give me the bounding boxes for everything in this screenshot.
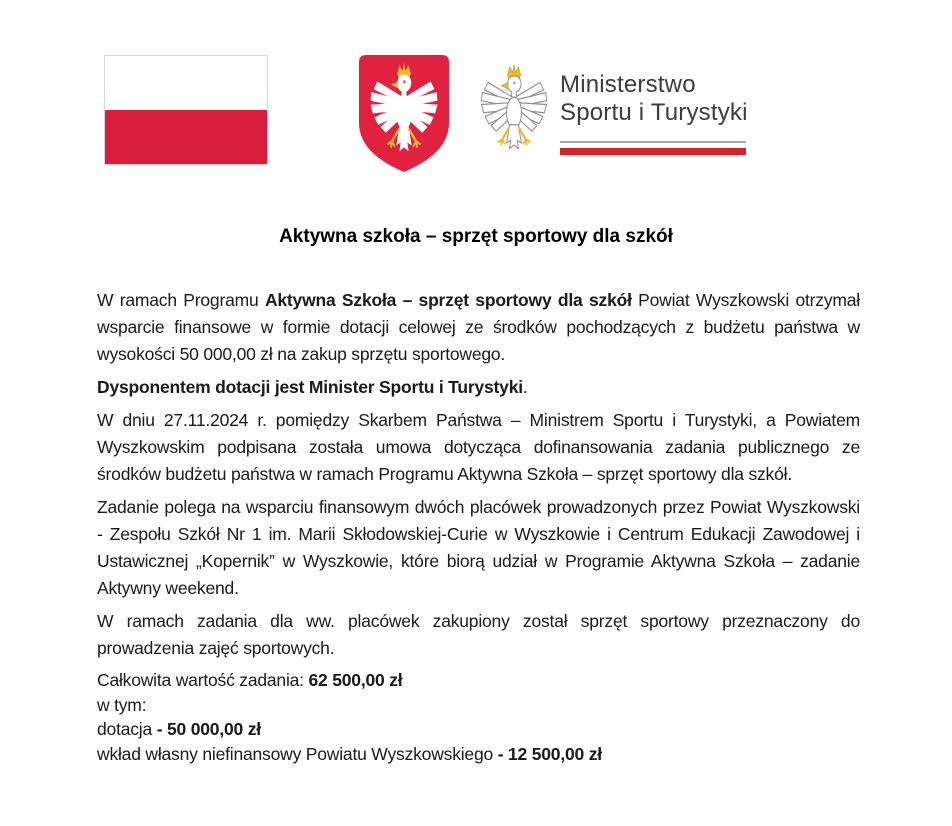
paragraph <box>97 668 860 693</box>
ministry-underline-gray <box>560 141 746 143</box>
document-body <box>97 287 860 766</box>
paragraph <box>97 374 860 401</box>
paragraph <box>97 494 860 602</box>
paragraph <box>97 717 860 742</box>
coat-of-arms-eagle-icon <box>356 53 452 175</box>
bold-text-segment: 62 500,00 zł <box>308 670 403 690</box>
bold-text-segment: Dysponentem dotacji jest Minister Sportu i Turystyki <box>97 377 523 397</box>
paragraph <box>97 287 860 368</box>
paragraph <box>97 742 860 767</box>
ministry-eagle-icon <box>477 64 551 156</box>
flag-white-stripe <box>105 56 267 110</box>
text-segment: W ramach zadania dla ww. placówek zakupiony został sprzęt sportowy przeznaczony do prowadzenia zajęć sportowych. <box>97 611 860 658</box>
flag-red-stripe <box>105 110 267 164</box>
text-segment: Całkowita wartość zadania: <box>97 670 309 690</box>
ministry-wordmark-line1: Ministerstwo <box>560 71 696 98</box>
bold-text-segment: - 50 000,00 zł <box>156 719 261 739</box>
ministry-wordmark <box>560 71 748 127</box>
text-segment: Zadanie polega na wsparciu finansowym dwóch placówek prowadzonych przez Powiat Wyszkowski - Zespołu Szkół Nr 1 im. Marii Skłodowskiej-Curie w Wyszkowie i Centrum Edukacji Zawodowej i Ustawicznej „Kopernik” w Wyszkowie, które biorą udział w Programie Aktywna Szkoła – zadanie Aktywny weekend. <box>97 497 860 598</box>
page-title: Aktywna szkoła – sprzęt sportowy dla szkół <box>279 226 673 247</box>
paragraph <box>97 608 860 662</box>
ministry-underline-red <box>560 148 746 155</box>
bold-text-segment: Aktywna Szkoła – sprzęt sportowy dla szkół <box>264 290 632 310</box>
text-segment: wkład własny niefinansowy Powiatu Wyszkowskiego <box>97 743 498 764</box>
text-segment: W dniu 27.11.2024 r. pomiędzy Skarbem Państwa – Ministrem Sportu i Turystyki, a Powiatem Wyszkowskim podpisana została umowa dotycząca dofinansowania zadania publicznego ze środków budżetu państwa w ramach Programu Aktywna Szkoła – sprzęt sportowy dla szkół. <box>97 410 860 484</box>
text-segment: w tym: <box>97 694 147 715</box>
ministry-wordmark-line2: Sportu i Turystyki <box>560 99 748 126</box>
poland-flag-image <box>104 55 268 165</box>
paragraph <box>97 693 860 718</box>
paragraph <box>97 407 860 488</box>
text-segment: Powiat Wyszkowski otrzymał wsparcie finansowe w formie dotacji celowej ze środków pochodzących z budżetu państwa w wysokości 50 000,00 zł na zakup sprzętu sportowego. <box>97 290 860 364</box>
text-segment: dotacja <box>97 719 157 739</box>
text-segment: W ramach Programu <box>97 290 265 310</box>
text-segment: . <box>522 377 528 397</box>
bold-text-segment: - 12 500,00 zł <box>497 743 602 764</box>
